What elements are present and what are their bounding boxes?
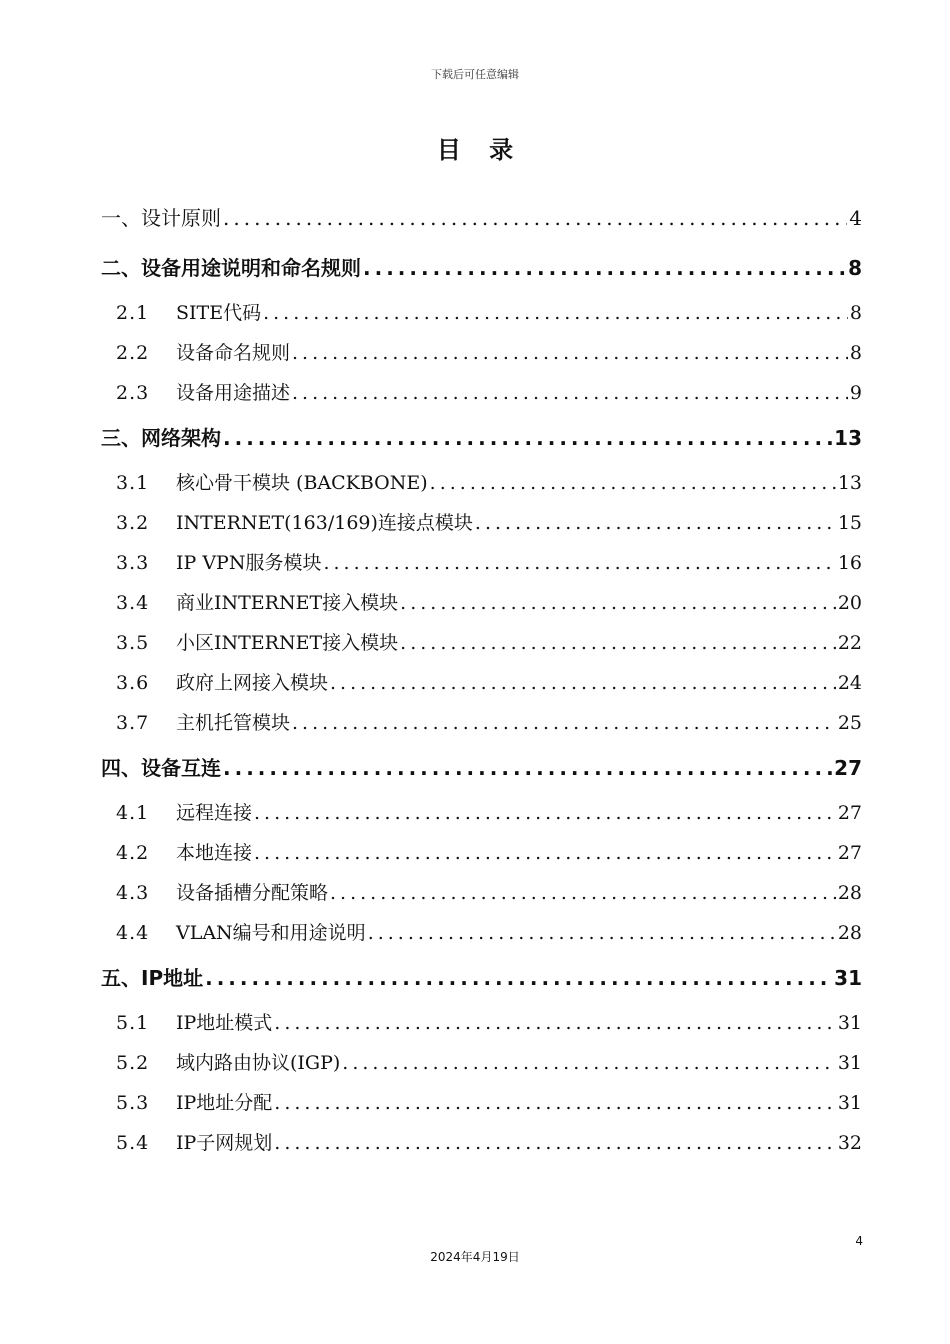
toc-entry-label: IP地址分配 [176, 1092, 273, 1114]
toc-section-entry[interactable] [101, 333, 862, 373]
toc-entry-label: VLAN编号和用途说明 [176, 922, 366, 944]
toc-dot-leader [263, 293, 848, 333]
toc-dot-leader [274, 1003, 836, 1043]
toc-entry-number: 5.3 [116, 1092, 150, 1114]
toc-entry-label: 五、IP地址 [101, 966, 204, 990]
toc-entry-label: 本地连接 [176, 842, 253, 864]
footer-date: 2024年4月19日 [430, 1250, 520, 1264]
toc-section-entry[interactable] [101, 873, 862, 913]
toc-entry-label: 核心骨干模块 (BACKBONE) [176, 472, 428, 494]
toc-entry-label: 三、网络架构 [101, 426, 221, 450]
toc-dot-leader [330, 663, 836, 703]
toc-entry-number: 4.1 [116, 802, 150, 824]
toc-entry-page: 9 [849, 382, 862, 404]
toc-entry-label: 域内路由协议(IGP) [176, 1052, 341, 1074]
toc-entry-page: 28 [837, 922, 862, 944]
toc-entry-number: 2.3 [116, 382, 150, 404]
toc-section-entry[interactable] [101, 293, 862, 333]
toc-dot-leader [475, 503, 836, 543]
toc-entry-label: IP地址模式 [176, 1012, 273, 1034]
toc-section-entry[interactable] [101, 463, 862, 503]
toc-section-entry[interactable] [101, 913, 862, 953]
toc-entry-number: 3.1 [116, 472, 150, 494]
toc-entry-number: 4.4 [116, 922, 150, 944]
toc-section-entry[interactable] [101, 583, 862, 623]
toc-entry-page: 15 [837, 512, 862, 534]
toc-entry-page: 31 [834, 966, 862, 990]
toc-section-entry[interactable] [101, 663, 862, 703]
toc-entry-label: SITE代码 [176, 302, 262, 324]
toc-entry-page: 8 [849, 342, 862, 364]
toc-dot-leader [363, 243, 846, 293]
toc-dot-leader [274, 1123, 836, 1163]
toc-dot-leader [223, 413, 832, 463]
toc-section-entry[interactable] [101, 1123, 862, 1163]
toc-entry-label: 远程连接 [176, 802, 253, 824]
toc-dot-leader [223, 743, 832, 793]
toc-dot-leader [274, 1083, 836, 1123]
toc-dot-leader [254, 793, 836, 833]
toc-entry-page: 27 [837, 842, 862, 864]
toc-section-entry[interactable] [101, 833, 862, 873]
toc-entry-page: 20 [837, 592, 862, 614]
toc-chapter-entry[interactable] [101, 243, 862, 293]
toc-chapter-entry[interactable] [101, 953, 862, 1003]
toc-entry-number: 4.2 [116, 842, 150, 864]
toc-entry-label: 二、设备用途说明和命名规则 [101, 256, 361, 280]
toc-entry-number: 3.3 [116, 552, 150, 574]
toc-section-entry[interactable] [101, 543, 862, 583]
toc-entry-label: IP VPN服务模块 [176, 552, 322, 574]
toc-entry-page: 27 [834, 756, 862, 780]
toc-entry-label: 四、设备互连 [101, 756, 221, 780]
toc-entry-number: 4.3 [116, 882, 150, 904]
toc-entry-page: 31 [837, 1092, 862, 1114]
toc-entry-number: 5.1 [116, 1012, 150, 1034]
toc-entry-label: 设备插槽分配策略 [176, 882, 329, 904]
toc-entry-page: 13 [837, 472, 862, 494]
toc-entry-label: IP子网规划 [176, 1132, 273, 1154]
toc-entry-number: 3.2 [116, 512, 150, 534]
toc-dot-leader [205, 953, 832, 1003]
toc-entry-number: 2.1 [116, 302, 150, 324]
toc-entry-page: 22 [837, 632, 862, 654]
toc-entry-label: INTERNET(163/169)连接点模块 [176, 512, 473, 534]
toc-entry-page: 16 [837, 552, 862, 574]
toc-section-entry[interactable] [101, 1043, 862, 1083]
toc-entry-page: 27 [837, 802, 862, 824]
toc-entry-label: 商业INTERNET接入模块 [176, 592, 399, 614]
toc-dot-leader [400, 623, 836, 663]
toc-entry-page: 31 [837, 1052, 862, 1074]
toc-dot-leader [292, 333, 848, 373]
toc-entry-page: 31 [837, 1012, 862, 1034]
toc-dot-leader [292, 703, 836, 743]
toc-section-entry[interactable] [101, 373, 862, 413]
toc-entry-label: 一、设计原则 [101, 206, 221, 230]
toc-entry-page: 32 [837, 1132, 862, 1154]
toc-section-entry[interactable] [101, 793, 862, 833]
toc-entry-label: 主机托管模块 [176, 712, 291, 734]
toc-entry-label: 小区INTERNET接入模块 [176, 632, 399, 654]
toc-entry-number: 3.6 [116, 672, 150, 694]
toc-section-entry[interactable] [101, 623, 862, 663]
toc-entry-label: 设备用途描述 [176, 382, 291, 404]
toc-entry-page: 8 [849, 302, 862, 324]
toc-section-entry[interactable] [101, 503, 862, 543]
toc-dot-leader [223, 193, 847, 243]
toc-entry-label: 设备命名规则 [176, 342, 291, 364]
toc-section-entry[interactable] [101, 1003, 862, 1043]
toc-entry-page: 25 [837, 712, 862, 734]
toc-entry-label: 政府上网接入模块 [176, 672, 329, 694]
toc-chapter-entry[interactable] [101, 743, 862, 793]
toc-chapter-entry[interactable] [101, 193, 862, 243]
toc-entry-number: 3.5 [116, 632, 150, 654]
toc-title: 目 录 [436, 136, 524, 164]
toc-entry-number: 5.4 [116, 1132, 150, 1154]
toc-entry-page: 13 [834, 426, 862, 450]
table-of-contents [101, 193, 862, 1163]
header-note: 下载后可任意编辑 [431, 68, 519, 81]
toc-dot-leader [254, 833, 836, 873]
page-number: 4 [855, 1234, 863, 1248]
toc-dot-leader [342, 1043, 836, 1083]
toc-dot-leader [323, 543, 835, 583]
toc-chapter-entry[interactable] [101, 413, 862, 463]
toc-dot-leader [400, 583, 836, 623]
toc-entry-number: 3.4 [116, 592, 150, 614]
toc-entry-number: 5.2 [116, 1052, 150, 1074]
toc-entry-number: 2.2 [116, 342, 150, 364]
toc-entry-number: 3.7 [116, 712, 150, 734]
toc-entry-page: 28 [837, 882, 862, 904]
toc-section-entry[interactable] [101, 703, 862, 743]
toc-dot-leader [430, 463, 836, 503]
toc-dot-leader [368, 913, 836, 953]
toc-section-entry[interactable] [101, 1083, 862, 1123]
toc-dot-leader [330, 873, 836, 913]
toc-entry-page: 24 [837, 672, 862, 694]
toc-entry-page: 4 [849, 206, 862, 230]
toc-entry-page: 8 [848, 256, 862, 280]
toc-dot-leader [292, 373, 848, 413]
